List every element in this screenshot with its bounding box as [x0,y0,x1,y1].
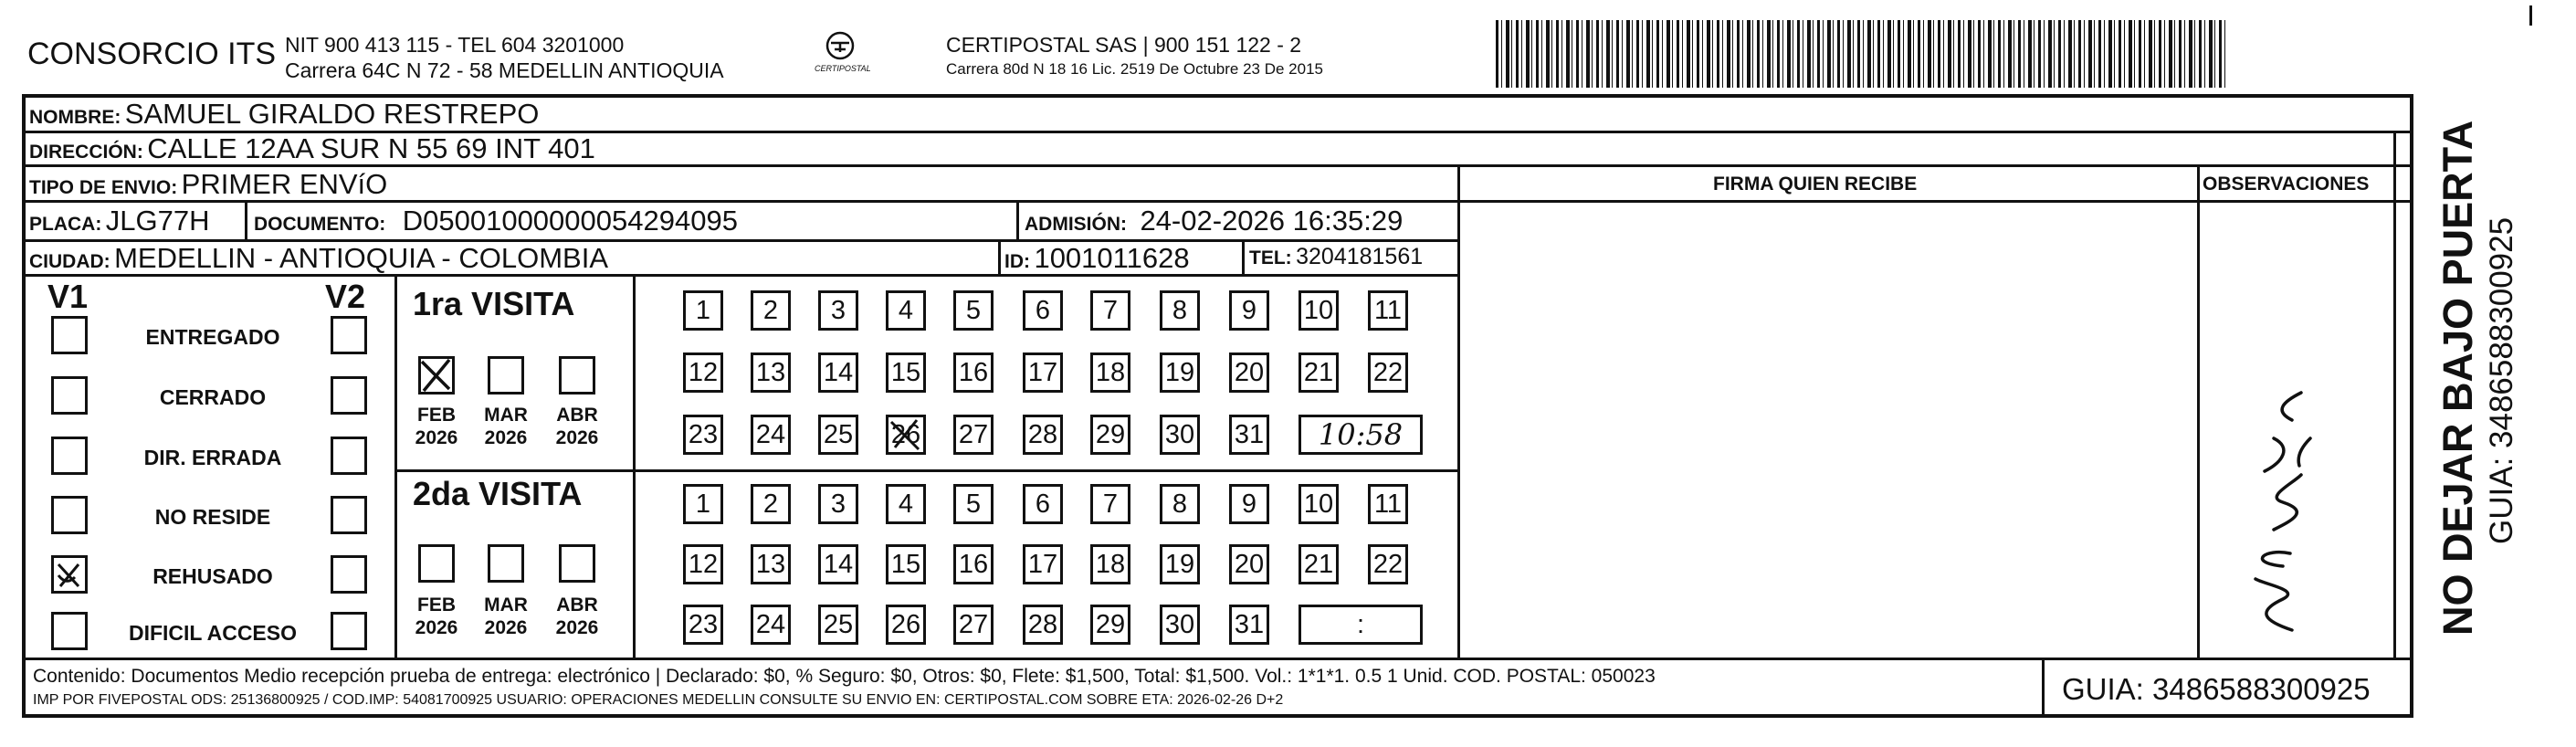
visit1-month-name: FEB [417,405,456,426]
day-cross-mark [886,415,926,455]
visit2-month-checkbox[interactable] [488,544,524,583]
visit1-day-box[interactable]: 3 [818,290,858,331]
name-value: SAMUEL GIRALDO RESTREPO [124,98,540,130]
visit2-day-box[interactable]: 29 [1090,605,1130,645]
vrule-visit [633,274,636,658]
status-label: CERRADO [159,385,267,409]
visit1-day-box[interactable]: 22 [1368,352,1408,393]
document-value: D05001000000054294095 [402,205,738,237]
visit1-month-checkbox[interactable] [559,356,595,395]
visit2-month-label [413,594,460,639]
address-row [29,132,595,165]
city-row [29,242,608,275]
vrule-id [998,239,1001,274]
type-row [29,168,387,201]
visit1-day-box[interactable]: 19 [1160,352,1200,393]
visit1-feb-check-mark [418,356,455,395]
visit1-day-box[interactable]: 15 [886,352,926,393]
footer-imp: IMP POR FIVEPOSTAL ODS: 25136800925 / COD.IMP: 54081700925 USUARIO: OPERACIONES MEDELLIN CONSULTE SU ENVIO EN: CERTIPOSTAL.COM SOBRE ETA: 2026-02-26 D+2 [33,692,1284,708]
visit2-day-box[interactable]: 30 [1160,605,1200,645]
visit2-day-box[interactable]: 16 [953,544,994,584]
side-guia: GUIA: 3486588300925 [2484,216,2519,544]
id-row [1004,242,1190,275]
rule-visit-split [394,469,1457,472]
visit2-day-box[interactable]: 24 [751,605,791,645]
vrule-admission [1016,200,1019,239]
visit1-day-box[interactable]: 13 [751,352,791,393]
visit2-day-box[interactable]: 12 [683,544,723,584]
visit2-day-box[interactable]: 11 [1368,484,1408,524]
name-row [29,98,539,131]
v2-checkbox[interactable] [331,316,367,354]
visit2-month-label [553,594,601,639]
v2-checkbox[interactable] [331,437,367,475]
v1-checkbox[interactable] [51,316,88,354]
visit1-day-box[interactable]: 30 [1160,415,1200,455]
visit1-day-box[interactable]: 2 [751,290,791,331]
vrule-main [1457,164,1460,660]
visit1-month-year: 2026 [484,427,528,448]
visit1-day-box[interactable]: 27 [953,415,994,455]
plate-row [29,205,210,237]
status-label: NO RESIDE [154,505,271,529]
admission-label: ADMISIÓN: [1025,214,1127,235]
visit2-day-box[interactable]: 15 [886,544,926,584]
visit1-day-box[interactable]: 17 [1023,352,1063,393]
visit1-day-box[interactable]: 9 [1229,290,1269,331]
visit1-title: 1ra VISITA [413,285,575,322]
v2-checkbox[interactable] [331,496,367,534]
corner-tick [2529,5,2532,26]
status-label: ENTREGADO [145,325,280,349]
id-value: 1001011628 [1034,242,1190,274]
v2-checkbox[interactable] [331,555,367,594]
visit2-day-box[interactable]: 31 [1229,605,1269,645]
visit2-day-box[interactable]: 19 [1160,544,1200,584]
address-label: DIRECCIÓN: [29,142,143,163]
city-label: CIUDAD: [29,251,110,272]
vrule-status [394,274,397,658]
visit2-day-box[interactable]: 8 [1160,484,1200,524]
visit2-day-box[interactable]: 3 [818,484,858,524]
visit2-day-box[interactable]: 4 [886,484,926,524]
visit2-day-box[interactable]: 23 [683,605,723,645]
visit1-month-checkbox[interactable] [488,356,524,395]
signature-header: FIRMA QUIEN RECIBE [1713,174,1918,195]
vrule-tel [1242,239,1245,274]
visit2-month-name: FEB [417,594,456,615]
v1-checkbox[interactable] [51,496,88,534]
city-value: MEDELLIN - ANTIOQUIA - COLOMBIA [114,242,608,274]
visit1-month-year: 2026 [555,427,599,448]
visit2-month-name: ABR [556,594,598,615]
visit1-day-box[interactable]: 11 [1368,290,1408,331]
rule-7 [22,715,2413,718]
visit1-day-box[interactable]: 29 [1090,415,1130,455]
visit2-month-checkbox[interactable] [559,544,595,583]
visit2-day-box[interactable]: 18 [1090,544,1130,584]
observations-header: OBSERVACIONES [2203,174,2370,195]
v1-checkbox[interactable] [51,437,88,475]
rule-6 [22,658,2413,660]
certipostal-logo [813,27,871,82]
status-label: DIR. ERRADA [143,446,282,469]
v1-checkbox[interactable] [51,376,88,415]
visit1-day-box[interactable]: 7 [1090,290,1130,331]
visit1-month-label [553,404,601,449]
visit2-day-box[interactable]: 20 [1229,544,1269,584]
visit1-day-box[interactable]: 14 [818,352,858,393]
recipient-signature [2228,384,2329,639]
v1-header: V1 [47,278,89,315]
admission-value: 24-02-2026 16:35:29 [1140,205,1404,237]
visit1-day-box[interactable]: 6 [1023,290,1063,331]
visit1-month-label [482,404,530,449]
status-label: REHUSADO [152,564,273,588]
visit1-day-box[interactable]: 31 [1229,415,1269,455]
footer-content: Contenido: Documentos Medio recepción prueba de entrega: electrónico | Declarado: $0, % Seguro: $0, Otros: $0, Flete: $1,500, Total: $1,500. Vol.: 1*1*1. 0.5 1 Unid. COD. POSTAL: 050023 [33,666,1656,687]
side-warning: NO DEJAR BAJO PUERTA [2434,120,2481,636]
plate-value: JLG77H [105,205,210,237]
visit2-day-box[interactable]: 22 [1368,544,1408,584]
v2-checkbox[interactable] [331,612,367,650]
document-row [254,205,738,237]
visit1-day-box[interactable]: 21 [1299,352,1339,393]
visit1-day-box[interactable]: 10 [1299,290,1339,331]
vrule-plate [245,200,247,239]
vrule-side [2393,131,2396,660]
v2-header: V2 [325,278,366,315]
v1-checkbox[interactable] [51,612,88,650]
visit2-day-box[interactable]: 10 [1299,484,1339,524]
tel-row [1249,244,1423,270]
visit2-day-box[interactable]: 26 [886,605,926,645]
visit2-day-box[interactable]: 27 [953,605,994,645]
visit1-month-name: ABR [556,405,598,426]
barcode [1496,20,2226,88]
visit2-day-box[interactable]: 2 [751,484,791,524]
partner-license: Carrera 80d N 18 16 Lic. 2519 De Octubre 23 De 2015 [946,60,1323,78]
visit2-day-box[interactable]: 17 [1023,544,1063,584]
visit1-day-box[interactable]: 1 [683,290,723,331]
document-label: DOCUMENTO: [254,214,386,235]
visit1-month-year: 2026 [415,427,458,448]
partner-line: CERTIPOSTAL SAS | 900 151 122 - 2 [946,33,1302,57]
visit2-month-year: 2026 [484,617,528,638]
vrule-footer [2042,658,2045,715]
company-nit: NIT 900 413 115 - TEL 604 3201000 [285,33,625,57]
rule-sig-header [1457,200,2396,203]
visit1-day-box[interactable]: 25 [818,415,858,455]
visit2-day-box[interactable]: 14 [818,544,858,584]
tel-value: 3204181561 [1296,244,1424,269]
visit2-day-box[interactable]: 1 [683,484,723,524]
visit1-day-box[interactable]: 24 [751,415,791,455]
admission-row [1025,205,1403,237]
visit2-day-box[interactable]: 6 [1023,484,1063,524]
visit2-month-checkbox[interactable] [418,544,455,583]
visit1-day-box[interactable]: 28 [1023,415,1063,455]
id-label: ID: [1004,251,1030,272]
visit2-day-box[interactable]: 7 [1090,484,1130,524]
visit2-month-year: 2026 [555,617,599,638]
visit1-day-box[interactable]: 23 [683,415,723,455]
visit1-month-label [413,404,460,449]
visit2-day-box[interactable]: 13 [751,544,791,584]
visit2-month-year: 2026 [415,617,458,638]
visit1-day-box[interactable]: 20 [1229,352,1269,393]
visit1-day-box[interactable]: 26 [886,415,926,455]
visit2-title: 2da VISITA [413,475,583,512]
status-label: DIFICIL ACCESO [128,621,297,645]
company-address: Carrera 64C N 72 - 58 MEDELLIN ANTIOQUIA [285,58,724,82]
visit1-day-box[interactable]: 8 [1160,290,1200,331]
visit2-month-name: MAR [484,594,528,615]
visit1-time-box[interactable]: 10:58 [1299,415,1423,455]
v1-check-mark [51,555,88,594]
visit2-month-label [482,594,530,639]
visit1-month-name: MAR [484,405,528,426]
visit1-day-box[interactable]: 18 [1090,352,1130,393]
tel-label: TEL: [1249,247,1292,268]
v2-checkbox[interactable] [331,376,367,415]
footer-guia: GUIA: 3486588300925 [2062,672,2371,706]
logo-caption: CERTIPOSTAL [815,64,871,73]
vrule-obs [2197,164,2200,660]
visit2-day-box[interactable]: 25 [818,605,858,645]
type-label: TIPO DE ENVIO: [29,177,178,198]
visit2-day-box[interactable]: 28 [1023,605,1063,645]
plate-label: PLACA: [29,214,102,235]
visit1-day-box[interactable]: 16 [953,352,994,393]
visit1-day-box[interactable]: 12 [683,352,723,393]
visit2-time-box[interactable]: : [1299,605,1423,645]
company-name: CONSORCIO ITS [27,37,277,71]
visit2-day-box[interactable]: 5 [953,484,994,524]
name-label: NOMBRE: [29,107,121,128]
visit1-day-box[interactable]: 5 [953,290,994,331]
visit1-day-box[interactable]: 4 [886,290,926,331]
address-value: CALLE 12AA SUR N 55 69 INT 401 [147,132,595,164]
type-value: PRIMER ENVíO [181,168,388,200]
visit2-day-box[interactable]: 21 [1299,544,1339,584]
visit2-day-box[interactable]: 9 [1229,484,1269,524]
